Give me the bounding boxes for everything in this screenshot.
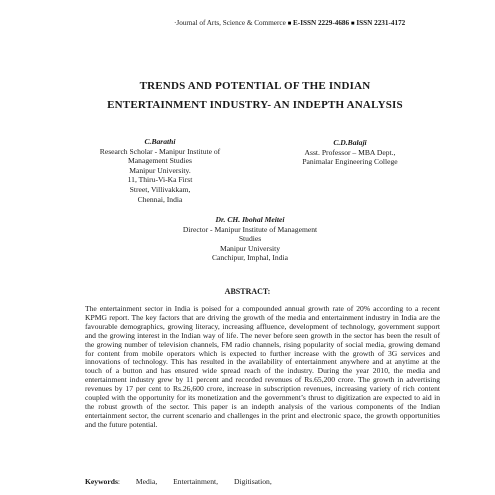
eissn: E-ISSN 2229-4686 (293, 19, 350, 27)
issn: ISSN 2231-4172 (356, 19, 406, 27)
author-affiliation-line: 11, Thiru-Vi-Ka First (127, 175, 193, 185)
author-block-3 (140, 215, 360, 263)
keyword: Digitisation, (233, 477, 272, 486)
separator-square-icon: ■ (287, 21, 292, 27)
author-affiliation-line: Manipur University (219, 243, 281, 253)
keyword: Entertainment, (173, 477, 219, 486)
author-affiliation-line: Manipur University. (129, 165, 191, 175)
author-name: C.Barathi (144, 137, 176, 146)
journal-header (174, 19, 464, 29)
journal-name: ·Journal of Arts, Science & Commerce (174, 19, 286, 27)
paper-title-line-2: ENTERTAINMENT INDUSTRY- AN INDEPTH ANALYSIS (107, 99, 403, 111)
author-block-1 (70, 137, 250, 204)
author-affiliation-line: Panimalar Engineering College (302, 157, 398, 167)
author-affiliation-line: Management Studies (128, 156, 192, 166)
separator-square-icon: ■ (350, 21, 355, 27)
author-affiliation-line: Asst. Professor – MBA Dept., (304, 147, 396, 157)
author-affiliation-line: Street, Villivakkam, (129, 184, 191, 194)
author-name: C.D.Balaji (333, 138, 367, 147)
keywords-line: Keywords: Media, Entertainment, Digitisation, (85, 477, 272, 486)
author-affiliation-line: Research Scholar - Manipur Institute of (99, 146, 221, 156)
abstract-text: The entertainment sector in India is poised for a compounded annual growth rate of 20% according to a recent KPMG report. The key factors that are driving the growth of the media and entertainment industry in India are the favourable demographics, growing literacy, increasing affluence, development of technology, government support and the growing interest in the Indian way of life. The never before seen growth in the sector has been the result of the growing number of television channels, FM radio channels, rising popularity of social media, growing demand for content from mobile operators which is expected to further increase with the growth of 3G services and innovations of technology. This has resulted in the availability of entertainment anywhere and at anytime at the touch of a button and has ensured wide spread reach of the industry. During the year 2010, the media and entertainment industry grew by 11 percent and recorded revenues of Rs.65,200 crore. The growth in advertising revenues by 17 per cent to Rs.26,600 crore, increase in subscription revenues, increasing variety of rich content coupled with the opportunity for its monetization and the government’s thrust to digitization are expected to aid in the robust growth of the sector. This paper is an indepth analysis of the various components of the Indian entertainment sector, the current scenario and challenges in the print and electronic space, the growth opportunities and the future potential. (85, 304, 440, 429)
keywords-label: Keywords (85, 477, 118, 486)
author-affiliation-line: Studies (238, 234, 262, 244)
author-name: Dr. CH. Ibohal Meitei (215, 215, 285, 224)
author-affiliation-line: Director - Manipur Institute of Management (182, 224, 318, 234)
author-block-2 (250, 138, 450, 167)
author-affiliation-line: Canchipur, Imphal, India (211, 253, 289, 263)
abstract-heading: ABSTRACT: (224, 287, 271, 296)
paper-title-line-1: TRENDS AND POTENTIAL OF THE INDIAN (139, 80, 371, 92)
author-affiliation-line: Chennai, India (137, 194, 183, 204)
keyword: Media, (135, 477, 158, 486)
